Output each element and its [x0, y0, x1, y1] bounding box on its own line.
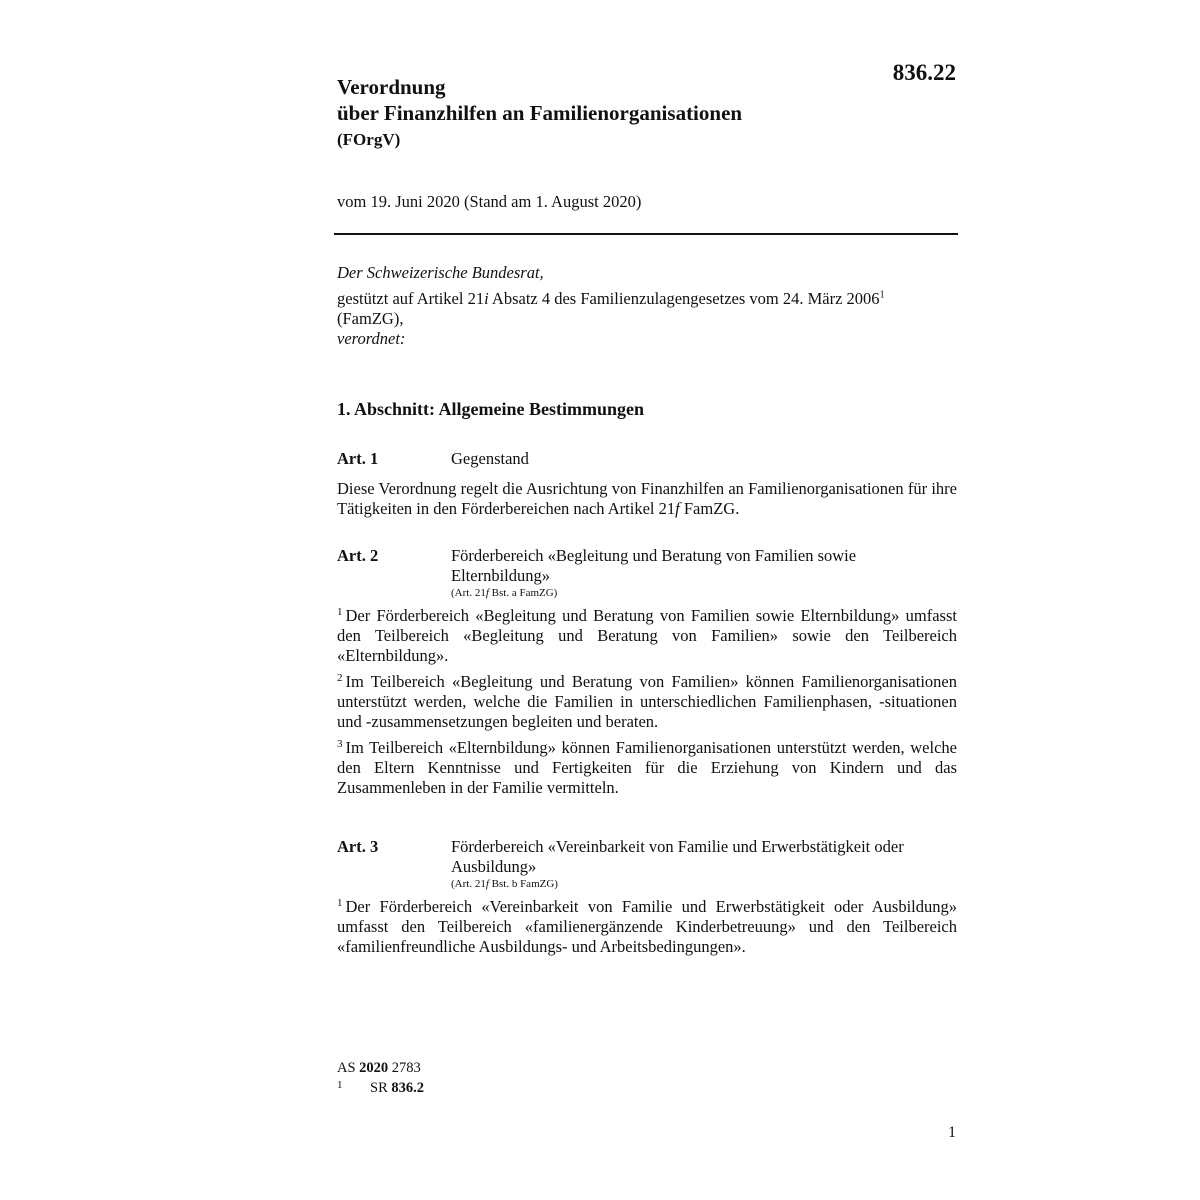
paragraph-number: 3: [337, 737, 343, 750]
article-number: Art. 3: [337, 837, 379, 856]
title-line-1: Verordnung: [337, 75, 446, 99]
footnote-sr-number: 836.2: [391, 1080, 424, 1096]
article-paragraph: [337, 672, 957, 732]
preamble-basis-letter: i: [484, 289, 489, 308]
article-1: [337, 449, 957, 519]
article-reference: [451, 586, 957, 600]
as-prefix: AS: [337, 1060, 360, 1076]
article-2: [337, 546, 957, 798]
article-title: Gegenstand: [451, 449, 529, 468]
sr-number: 836.22: [892, 60, 956, 85]
paragraph-text-pre: Diese Verordnung regelt die Ausrichtung von Finanzhilfen an Familienorganisationen für ihre Tätigkeiten in den Förderbereichen nach Artikel 21: [337, 479, 957, 518]
preamble-basis-line2: (FamZG),: [337, 309, 404, 328]
article-reference-letter: f: [485, 878, 489, 890]
header-divider: [334, 233, 958, 235]
preamble-basis: [337, 289, 957, 309]
article-reference-letter: f: [485, 587, 489, 599]
paragraph-text: Im Teilbereich «Elternbildung» können Familienorganisationen unterstützt werden, welche den Eltern Kenntnisse und Fertigkeiten für die Erziehung von Kindern und das Zusammenleben in der Familie vermitteln.: [337, 738, 957, 797]
paragraph-text-post: FamZG.: [679, 499, 740, 518]
article-paragraph: [337, 738, 957, 798]
paragraph-text: Der Förderbereich «Begleitung und Beratung von Familien sowie Elternbildung» umfasst den Teilbereich «Begleitung und Beratung von Familien» sowie den Teilbereich «Elternbildung».: [337, 606, 957, 665]
date-line: vom 19. Juni 2020 (Stand am 1. August 2020): [337, 192, 642, 211]
article-3: [337, 837, 957, 957]
article-reference-post: Bst. a FamZG): [488, 587, 558, 599]
article-title: Förderbereich «Vereinbarkeit von Familie und Erwerbstätigkeit oder Ausbildung»: [451, 837, 904, 876]
document-title: [337, 74, 877, 150]
article-heading: [337, 546, 957, 600]
preamble-basis-post: Absatz 4 des Familienzulagengesetzes vom 24. März 2006: [488, 289, 880, 308]
paragraph-number: 1: [337, 605, 343, 618]
article-paragraph: [337, 479, 957, 519]
footnote-1: [337, 1078, 424, 1098]
article-number: Art. 2: [337, 546, 379, 565]
paragraph-text: Der Förderbereich «Vereinbarkeit von Familie und Erwerbstätigkeit oder Ausbildung» umfasst den Teilbereich «familienergänzende Kinderbetreuung» und den Teilbereich «familienfreundliche Ausbildungs- und Arbeitsbedingungen».: [337, 897, 957, 956]
article-number: Art. 1: [337, 449, 379, 468]
preamble-basis-pre: gestützt auf Artikel 21: [337, 289, 485, 308]
paragraph-number: 2: [337, 671, 343, 684]
paragraph-number: 1: [337, 896, 343, 909]
article-reference-pre: (Art. 21: [451, 587, 486, 599]
as-year: 2020: [359, 1060, 389, 1076]
article-reference-post: Bst. b FamZG): [488, 878, 558, 890]
preamble-ordains: verordnet:: [337, 329, 406, 348]
title-abbreviation: (FOrgV): [337, 130, 401, 149]
article-heading: [337, 449, 957, 469]
footnotes: [337, 1058, 424, 1098]
preamble-authority: Der Schweizerische Bundesrat,: [337, 263, 544, 282]
article-reference-pre: (Art. 21: [451, 878, 486, 890]
page-number: 1: [948, 1124, 956, 1141]
paragraph-letter: f: [675, 499, 680, 518]
preamble: [337, 263, 957, 349]
section-title: 1. Abschnitt: Allgemeine Bestimmungen: [337, 399, 645, 419]
article-paragraph: [337, 897, 957, 957]
article-paragraph: [337, 606, 957, 666]
title-line-2: über Finanzhilfen an Familienorganisationen: [337, 101, 743, 125]
as-page: 2783: [388, 1060, 421, 1076]
official-compilation-ref: [337, 1058, 424, 1078]
footnote-mark: 1: [337, 1079, 343, 1091]
footnote-reference[interactable]: 1: [879, 289, 885, 301]
paragraph-text: Im Teilbereich «Begleitung und Beratung von Familien» können Familienorganisationen unterstützt werden, welche die Familien in unterschiedlichen Familienphasen, -situationen und -zusammensetzungen begleiten und beraten.: [337, 672, 957, 731]
article-heading: [337, 837, 957, 891]
footnote-text: [370, 1080, 424, 1096]
footnote-prefix: SR: [370, 1080, 392, 1096]
article-reference: [451, 877, 957, 891]
article-title: Förderbereich «Begleitung und Beratung von Familien sowie Elternbildung»: [451, 546, 857, 585]
